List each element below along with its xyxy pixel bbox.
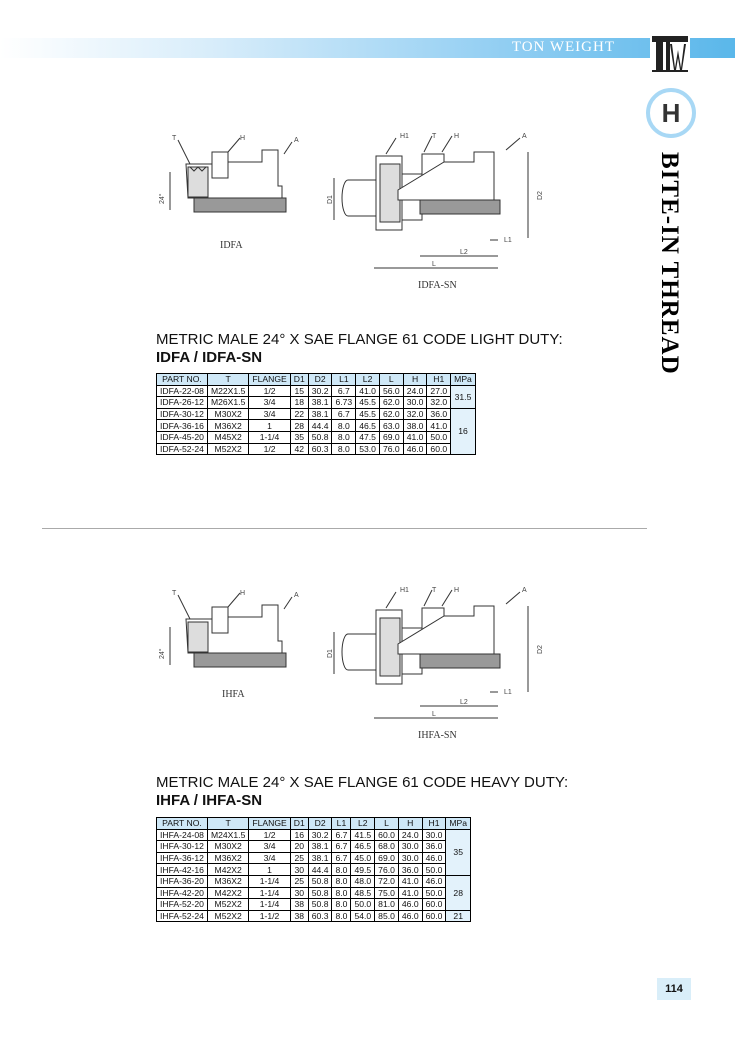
table-cell: M30X2 xyxy=(207,408,248,420)
table-cell: 8.0 xyxy=(332,443,356,455)
section-title: BITE-IN THREAD xyxy=(656,152,683,375)
table-cell: M24X1.5 xyxy=(207,829,248,841)
mpa-cell: 16 xyxy=(451,408,476,454)
table-cell: 46.0 xyxy=(403,443,427,455)
mpa-cell: 28 xyxy=(446,875,471,910)
table-cell: 1/2 xyxy=(249,829,290,841)
idfa-sn-label: IDFA-SN xyxy=(418,280,457,291)
table-cell: 41.0 xyxy=(398,875,422,887)
ihfa-drawing xyxy=(150,585,310,710)
h-callout: H xyxy=(454,133,460,140)
table-cell: 32.0 xyxy=(403,408,427,420)
table-header-row xyxy=(157,818,471,830)
table-cell: 20 xyxy=(290,841,308,853)
table-row xyxy=(157,443,476,455)
table-cell: 30.0 xyxy=(422,829,446,841)
a-callout: A xyxy=(294,137,299,144)
table-cell: 69.0 xyxy=(375,852,399,864)
table-cell: M36X2 xyxy=(207,420,248,432)
table-cell: M36X2 xyxy=(207,875,248,887)
table-cell: 3/4 xyxy=(249,408,290,420)
table-cell: 72.0 xyxy=(375,875,399,887)
table-cell: 44.4 xyxy=(308,864,332,876)
table-row xyxy=(157,431,476,443)
table-cell: 38.1 xyxy=(308,841,332,853)
table-cell: 38.1 xyxy=(308,408,332,420)
table-cell: 3/4 xyxy=(249,841,290,853)
l-label: L xyxy=(432,261,436,268)
table-cell: 8.0 xyxy=(332,899,351,911)
table-row xyxy=(157,887,471,899)
table-cell: 8.0 xyxy=(332,431,356,443)
light-duty-table xyxy=(156,373,476,455)
table-cell: 1/2 xyxy=(249,385,290,397)
header-bar xyxy=(0,38,735,58)
table-cell: 3/4 xyxy=(249,852,290,864)
h-callout: H xyxy=(454,587,460,594)
table-cell: 1/2 xyxy=(249,443,290,455)
column-header: H xyxy=(398,818,422,830)
table-cell: 1 xyxy=(249,864,290,876)
table-cell: 6.7 xyxy=(332,841,351,853)
section-divider xyxy=(42,528,647,529)
table-cell: 60.0 xyxy=(422,899,446,911)
table-row xyxy=(157,385,476,397)
table-cell: 36.0 xyxy=(427,408,451,420)
table-cell: 69.0 xyxy=(379,431,403,443)
table-cell: 6.73 xyxy=(332,397,356,409)
table-cell: 50.0 xyxy=(427,431,451,443)
table-row xyxy=(157,910,471,922)
table-cell: 25 xyxy=(290,875,308,887)
table-cell: 46.0 xyxy=(422,875,446,887)
table-cell: 30 xyxy=(290,864,308,876)
table-cell: 60.3 xyxy=(308,910,332,922)
heavy-duty-table xyxy=(156,817,471,922)
column-header: L2 xyxy=(356,374,380,386)
table-cell: 62.0 xyxy=(379,397,403,409)
table-row xyxy=(157,899,471,911)
heavy-duty-title: METRIC MALE 24° X SAE FLANGE 61 CODE HEAVY DUTY: xyxy=(156,774,569,791)
table-row xyxy=(157,875,471,887)
table-cell: 16 xyxy=(290,829,308,841)
table-cell: 50.0 xyxy=(422,887,446,899)
table-cell: 1-1/4 xyxy=(249,875,290,887)
table-header-row xyxy=(157,374,476,386)
h-callout: H xyxy=(240,135,246,142)
table-cell: 15 xyxy=(290,385,308,397)
table-cell: 6.7 xyxy=(332,385,356,397)
table-cell: 6.7 xyxy=(332,852,351,864)
section-badge: H xyxy=(646,88,696,138)
table-row xyxy=(157,852,471,864)
table-cell: M36X2 xyxy=(207,852,248,864)
table-cell: 30 xyxy=(290,887,308,899)
table-cell: 8.0 xyxy=(332,875,351,887)
table-cell: 41.0 xyxy=(398,887,422,899)
table-cell: 46.0 xyxy=(398,910,422,922)
table-cell: 45.5 xyxy=(356,397,380,409)
table-cell: 63.0 xyxy=(379,420,403,432)
column-header: FLANGE xyxy=(249,374,290,386)
table-cell: 53.0 xyxy=(356,443,380,455)
table-cell: 8.0 xyxy=(332,420,356,432)
table-cell: 25 xyxy=(290,852,308,864)
table-row xyxy=(157,420,476,432)
a-callout: A xyxy=(522,133,527,140)
a-callout: A xyxy=(294,592,299,599)
column-header: D2 xyxy=(308,374,332,386)
ihfa-sn-drawing xyxy=(320,582,550,747)
table-cell: IHFA-42-16 xyxy=(157,864,208,876)
table-cell: 3/4 xyxy=(249,397,290,409)
h-callout: H xyxy=(240,590,246,597)
column-header: H xyxy=(403,374,427,386)
table-cell: 35 xyxy=(290,431,308,443)
table-cell: IDFA-52-24 xyxy=(157,443,208,455)
table-cell: 45.5 xyxy=(356,408,380,420)
table-cell: M52X2 xyxy=(207,899,248,911)
table-cell: 30.0 xyxy=(398,852,422,864)
table-cell: 76.0 xyxy=(379,443,403,455)
table-cell: M52X2 xyxy=(207,443,248,455)
table-cell: IHFA-42-20 xyxy=(157,887,208,899)
idfa-drawing xyxy=(150,130,310,255)
table-cell: 41.0 xyxy=(356,385,380,397)
column-header: D1 xyxy=(290,374,308,386)
table-cell: 30.2 xyxy=(308,385,332,397)
column-header: L xyxy=(379,374,403,386)
table-cell: 38.1 xyxy=(308,852,332,864)
column-header: MPa xyxy=(451,374,476,386)
table-cell: 76.0 xyxy=(375,864,399,876)
table-cell: 50.0 xyxy=(422,864,446,876)
table-cell: 18 xyxy=(290,397,308,409)
column-header: L1 xyxy=(332,374,356,386)
table-cell: 45.0 xyxy=(351,852,375,864)
mpa-cell: 35 xyxy=(446,829,471,875)
idfa-label: IDFA xyxy=(220,240,243,251)
page-number: 114 xyxy=(657,978,691,1000)
table-cell: IHFA-36-12 xyxy=(157,852,208,864)
table-row xyxy=(157,864,471,876)
table-cell: 62.0 xyxy=(379,408,403,420)
table-cell: 1-1/2 xyxy=(249,910,290,922)
table-cell: M52X2 xyxy=(207,910,248,922)
table-cell: 1-1/4 xyxy=(249,887,290,899)
table-cell: IDFA-45-20 xyxy=(157,431,208,443)
table-cell: 41.5 xyxy=(351,829,375,841)
mpa-cell: 21 xyxy=(446,910,471,922)
table-cell: IHFA-30-12 xyxy=(157,841,208,853)
table-cell: IHFA-52-24 xyxy=(157,910,208,922)
column-header: T xyxy=(207,818,248,830)
table-cell: 44.4 xyxy=(308,420,332,432)
column-header: PART NO. xyxy=(157,374,208,386)
table-cell: 60.0 xyxy=(427,443,451,455)
table-row xyxy=(157,397,476,409)
table-cell: M45X2 xyxy=(207,431,248,443)
column-header: MPa xyxy=(446,818,471,830)
table-cell: M22X1.5 xyxy=(207,385,248,397)
column-header: H1 xyxy=(422,818,446,830)
column-header: H1 xyxy=(427,374,451,386)
t-callout: T xyxy=(172,590,177,597)
column-header: D1 xyxy=(290,818,308,830)
table-cell: IHFA-52-20 xyxy=(157,899,208,911)
d1-label: D1 xyxy=(327,195,334,204)
ihfa-label: IHFA xyxy=(222,689,245,700)
table-cell: 46.5 xyxy=(351,841,375,853)
table-row xyxy=(157,841,471,853)
table-cell: 36.0 xyxy=(398,864,422,876)
angle-label: 24° xyxy=(159,648,166,659)
column-header: L2 xyxy=(351,818,375,830)
table-cell: 50.8 xyxy=(308,887,332,899)
t-callout: T xyxy=(432,587,437,594)
table-cell: 75.0 xyxy=(375,887,399,899)
table-cell: 8.0 xyxy=(332,910,351,922)
table-cell: 32.0 xyxy=(427,397,451,409)
table-cell: 48.5 xyxy=(351,887,375,899)
table-cell: 50.8 xyxy=(308,899,332,911)
column-header: L1 xyxy=(332,818,351,830)
table-cell: 50.8 xyxy=(308,875,332,887)
table-cell: IDFA-22-08 xyxy=(157,385,208,397)
column-header: PART NO. xyxy=(157,818,208,830)
column-header: T xyxy=(207,374,248,386)
l-label: L xyxy=(432,711,436,718)
table-cell: 42 xyxy=(290,443,308,455)
brand-name: TON WEIGHT xyxy=(511,39,615,55)
table-cell: IHFA-36-20 xyxy=(157,875,208,887)
table-cell: 24.0 xyxy=(398,829,422,841)
column-header: L xyxy=(375,818,399,830)
h1-callout: H1 xyxy=(400,133,409,140)
table-cell: IDFA-36-16 xyxy=(157,420,208,432)
table-cell: 41.0 xyxy=(427,420,451,432)
l2-label: L2 xyxy=(460,249,468,256)
table-cell: IHFA-24-08 xyxy=(157,829,208,841)
h1-callout: H1 xyxy=(400,587,409,594)
table-cell: 24.0 xyxy=(403,385,427,397)
d2-label: D2 xyxy=(537,645,544,654)
table-cell: 38.1 xyxy=(308,397,332,409)
brand-logo-icon xyxy=(648,30,692,74)
table-cell: 36.0 xyxy=(422,841,446,853)
table-cell: M42X2 xyxy=(207,864,248,876)
light-duty-subtitle: IDFA / IDFA-SN xyxy=(156,349,263,366)
table-cell: 1 xyxy=(249,420,290,432)
table-cell: 8.0 xyxy=(332,864,351,876)
table-cell: M26X1.5 xyxy=(207,397,248,409)
table-cell: 22 xyxy=(290,408,308,420)
table-cell: 38 xyxy=(290,899,308,911)
table-cell: 50.8 xyxy=(308,431,332,443)
table-cell: 49.5 xyxy=(351,864,375,876)
table-cell: 6.7 xyxy=(332,829,351,841)
table-cell: 28 xyxy=(290,420,308,432)
table-cell: 46.5 xyxy=(356,420,380,432)
idfa-sn-drawing xyxy=(320,128,550,293)
table-cell: 81.0 xyxy=(375,899,399,911)
table-cell: M30X2 xyxy=(207,841,248,853)
table-cell: IDFA-26-12 xyxy=(157,397,208,409)
t-callout: T xyxy=(432,133,437,140)
t-callout: T xyxy=(172,135,177,142)
table-cell: IDFA-30-12 xyxy=(157,408,208,420)
table-cell: 8.0 xyxy=(332,887,351,899)
table-cell: 50.0 xyxy=(351,899,375,911)
table-cell: 60.0 xyxy=(375,829,399,841)
table-cell: 27.0 xyxy=(427,385,451,397)
table-row xyxy=(157,829,471,841)
table-cell: 1-1/4 xyxy=(249,899,290,911)
heavy-duty-subtitle: IHFA / IHFA-SN xyxy=(156,792,263,809)
table-cell: 38 xyxy=(290,910,308,922)
d1-label: D1 xyxy=(327,649,334,658)
table-cell: 60.3 xyxy=(308,443,332,455)
table-cell: 46.0 xyxy=(398,899,422,911)
table-cell: 47.5 xyxy=(356,431,380,443)
l1-label: L1 xyxy=(504,689,512,696)
table-cell: M42X2 xyxy=(207,887,248,899)
table-cell: 41.0 xyxy=(403,431,427,443)
column-header: D2 xyxy=(308,818,332,830)
l1-label: L1 xyxy=(504,237,512,244)
table-cell: 1-1/4 xyxy=(249,431,290,443)
column-header: FLANGE xyxy=(249,818,290,830)
table-cell: 56.0 xyxy=(379,385,403,397)
l2-label: L2 xyxy=(460,699,468,706)
table-cell: 48.0 xyxy=(351,875,375,887)
ihfa-sn-label: IHFA-SN xyxy=(418,730,457,741)
table-cell: 30.0 xyxy=(403,397,427,409)
table-cell: 60.0 xyxy=(422,910,446,922)
table-cell: 6.7 xyxy=(332,408,356,420)
mpa-cell: 31.5 xyxy=(451,385,476,408)
a-callout: A xyxy=(522,587,527,594)
table-cell: 85.0 xyxy=(375,910,399,922)
table-cell: 68.0 xyxy=(375,841,399,853)
table-cell: 38.0 xyxy=(403,420,427,432)
table-cell: 30.2 xyxy=(308,829,332,841)
d2-label: D2 xyxy=(537,191,544,200)
table-cell: 54.0 xyxy=(351,910,375,922)
table-cell: 46.0 xyxy=(422,852,446,864)
table-cell: 30.0 xyxy=(398,841,422,853)
light-duty-title: METRIC MALE 24° X SAE FLANGE 61 CODE LIGHT DUTY: xyxy=(156,331,563,348)
angle-label: 24° xyxy=(159,193,166,204)
table-row xyxy=(157,408,476,420)
